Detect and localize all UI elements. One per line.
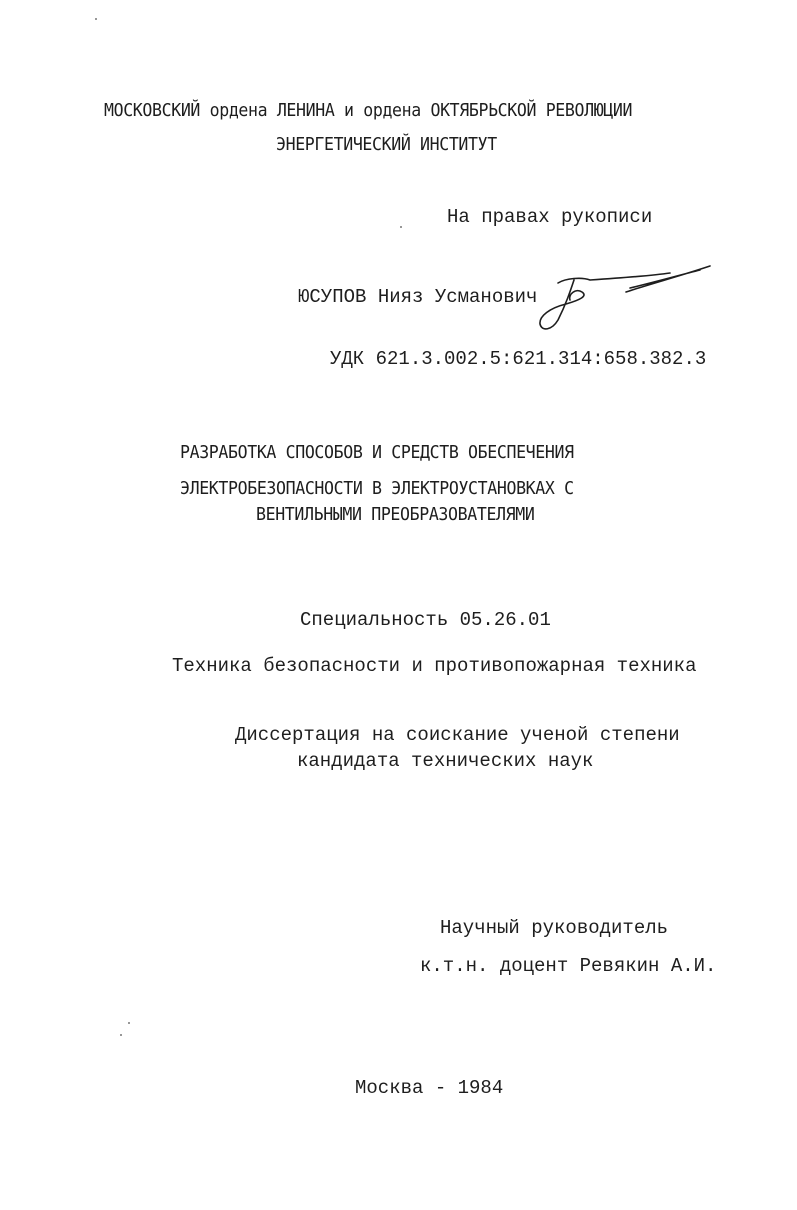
supervisor-name: к.т.н. доцент Ревякин А.И. (420, 955, 717, 977)
scan-speck (95, 18, 97, 20)
title-line-2: ЭЛЕКТРОБЕЗОПАСНОСТИ В ЭЛЕКТРОУСТАНОВКАХ С (180, 478, 574, 499)
place-year: Москва - 1984 (355, 1077, 504, 1099)
institution-line-1: МОСКОВСКИЙ ордена ЛЕНИНА и ордена ОКТЯБРЬСКОЙ РЕВОЛЮЦИИ (104, 100, 633, 121)
scan-speck (120, 1034, 122, 1036)
dissertation-line-1: Диссертация на соискание ученой степени (235, 724, 680, 746)
author-name: ЮСУПОВ Нияз Усманович (298, 286, 538, 308)
rights-note: На правах рукописи (447, 206, 653, 228)
title-line-1: РАЗРАБОТКА СПОСОБОВ И СРЕДСТВ ОБЕСПЕЧЕНИЯ (180, 442, 574, 463)
specialty-code: Специальность 05.26.01 (300, 609, 551, 631)
udc-code: УДК 621.3.002.5:621.314:658.382.3 (330, 348, 707, 370)
dissertation-line-2: кандидата технических наук (297, 750, 594, 772)
institution-line-2: ЭНЕРГЕТИЧЕСКИЙ ИНСТИТУТ (276, 134, 497, 155)
supervisor-label: Научный руководитель (440, 917, 669, 939)
scan-speck (128, 1022, 130, 1024)
signature-icon (530, 258, 720, 338)
scan-speck (400, 226, 402, 228)
title-line-3: ВЕНТИЛЬНЫМИ ПРЕОБРАЗОВАТЕЛЯМИ (256, 504, 535, 525)
specialty-name: Техника безопасности и противопожарная техника (172, 655, 697, 677)
